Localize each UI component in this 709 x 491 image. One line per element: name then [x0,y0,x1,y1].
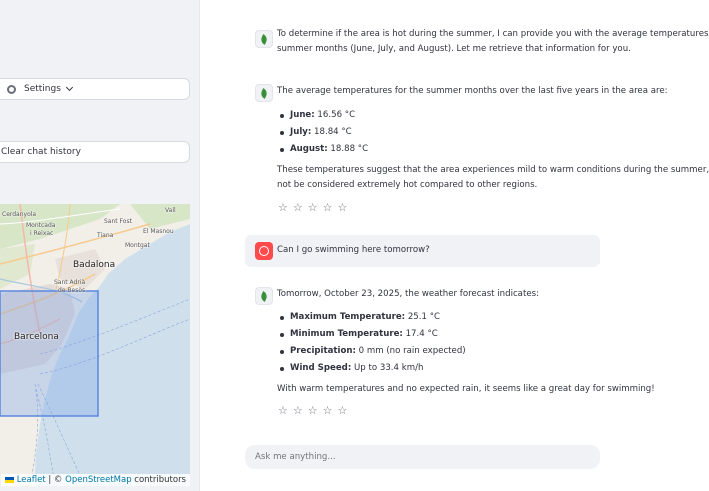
star-icon[interactable]: ☆ [278,201,288,214]
chat-area [200,0,709,491]
assistant-avatar [255,84,273,102]
leaf-icon [259,291,268,302]
face-icon [259,246,269,256]
feedback-stars [278,201,347,214]
map-tiles [0,204,190,486]
list-item: Minimum Temperature: 17.4 °C [290,326,466,343]
ukraine-flag-icon [5,477,14,483]
feedback-stars [278,404,347,417]
star-icon[interactable]: ☆ [307,201,318,214]
assistant-message-line: With warm temperatures and no expected rain, it seems like a great day for swimming! [277,384,655,394]
chat-input[interactable] [245,445,600,469]
assistant-message-line: The average temperatures for the summer months over the last five years in the area are: [277,86,668,96]
star-icon[interactable]: ☆ [278,404,288,417]
assistant-avatar [255,30,273,48]
star-icon[interactable]: ☆ [337,201,348,214]
map-label: Vall [165,207,176,214]
map-label: Montcada [26,222,56,229]
map-label: Barcelona [14,332,59,342]
star-icon[interactable]: ☆ [322,201,333,214]
leaf-icon [259,34,268,45]
map-label: Cerdanyola [2,211,37,218]
list-item: June: 16.56 °C [290,107,368,124]
user-avatar [255,242,273,260]
forecast-list [290,309,466,377]
star-icon[interactable]: ☆ [322,404,333,417]
map-label: Tiana [97,232,114,239]
leaflet-link[interactable]: Leaflet [16,475,46,485]
map-label: Montgat [125,242,150,249]
map-label: El Masnou [143,228,174,235]
gear-icon [7,85,16,94]
map-label: Sant Fost [104,218,132,225]
map-label: Badalona [73,260,116,270]
map-label: de Besòs [58,287,86,294]
chevron-down-icon [66,84,73,91]
star-icon[interactable]: ☆ [292,404,303,417]
sidebar [0,0,200,491]
user-message-text: Can I go swimming here tomorrow? [277,245,430,255]
map[interactable] [0,204,190,486]
leaf-icon [259,88,268,99]
list-item: July: 18.84 °C [290,124,368,141]
assistant-message-line: not be considered extremely hot compared to other regions. [277,180,538,190]
map-label: i Reixac [30,230,54,237]
assistant-message-line: To determine if the area is hot during the summer, I can provide you with the average temperatures [277,29,709,39]
assistant-message-line: summer months (June, July, and August). Let me retrieve that information for you. [277,44,631,54]
star-icon[interactable]: ☆ [337,404,348,417]
star-icon[interactable]: ☆ [307,404,318,417]
settings-button[interactable] [0,78,190,100]
list-item: August: 18.88 °C [290,141,368,158]
list-item: Wind Speed: Up to 33.4 km/h [290,360,466,377]
selected-area [0,291,98,416]
clear-chat-history-button[interactable] [0,141,190,163]
settings-label: Settings [24,84,61,94]
assistant-message-line: These temperatures suggest that the area experiences mild to warm conditions during the summer, [277,165,709,175]
list-item: Maximum Temperature: 25.1 °C [290,309,466,326]
assistant-avatar [255,287,273,305]
attribution-separator: | © [48,475,63,485]
list-item: Precipitation: 0 mm (no rain expected) [290,343,466,360]
temperature-list [290,107,368,158]
map-label: Sant Adrià [54,279,86,286]
openstreetmap-link[interactable]: OpenStreetMap [65,475,132,485]
map-attribution [1,474,190,486]
attribution-contributors: contributors [134,475,186,485]
assistant-message-line: Tomorrow, October 23, 2025, the weather forecast indicates: [277,289,539,299]
star-icon[interactable]: ☆ [292,201,303,214]
clear-chat-label: Clear chat history [1,147,81,157]
